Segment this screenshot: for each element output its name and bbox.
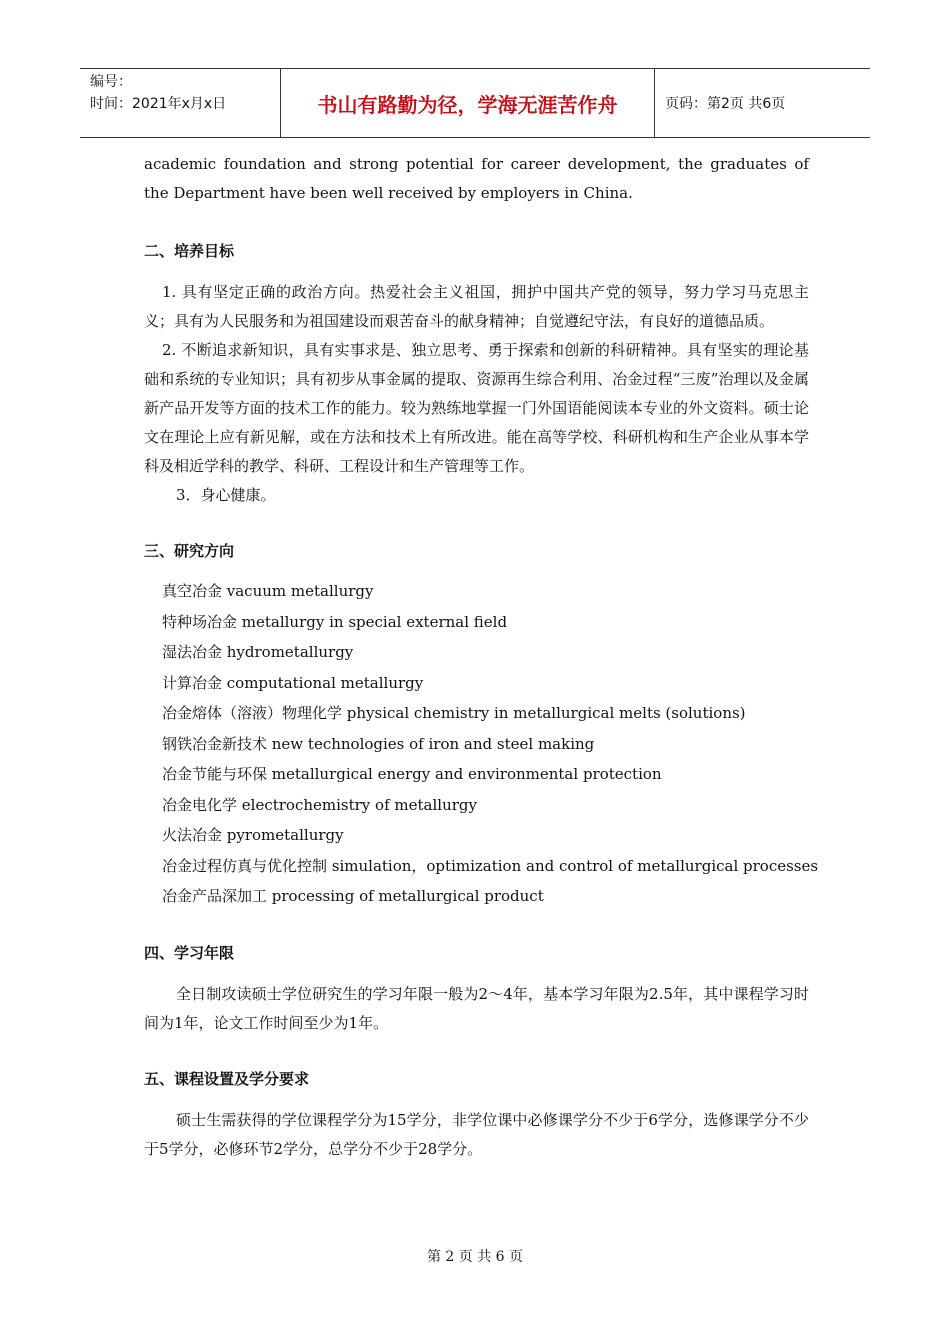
list-item: 冶金电化学 electrochemistry of metallurgy (162, 795, 477, 814)
list-item: 计算冶金 computational metallurgy (162, 673, 424, 692)
list-item: 冶金产品深加工 processing of metallurgical product (162, 887, 544, 905)
list-item: 特种场冶金 metallurgy in special external field (162, 612, 508, 631)
header-page-label: 页码：第2页 共6页 (665, 96, 786, 112)
intro-continuation: academic foundation and strong potential for career development, the graduates of the Department have been well received by employers in China. (144, 155, 809, 202)
header-meta (80, 69, 281, 137)
directions-list (144, 576, 819, 912)
list-item: 真空冶金 vacuum metallurgy (162, 582, 374, 600)
goal-item-2: 2. 不断追求新知识，具有实事求是、独立思考、勇于探索和创新的科研精神。具有坚实的理论基础和系统的专业知识；具有初步从事金属的提取、资源再生综合利用、冶金过程“三废”治理以及金属新产品开发等方面的技术工作的能力。较为熟练地掌握一门外国语能阅读本专业的外文资料。硕士论文在理论上应有新见解，或在方法和技术上有所改进。能在高等学校、科研机构和生产企业从事本学科及相近学科的教学、科研、工程设计和生产管理等工作。 (144, 341, 809, 475)
goal-item-1: 1. 具有坚定正确的政治方向。热爱社会主义祖国，拥护中国共产党的领导，努力学习马克思主义；具有为人民服务和为祖国建设而艰苦奋斗的献身精神；自觉遵纪守法，有良好的道德品质。 (144, 283, 809, 330)
section-title-directions: 三、研究方向 (144, 542, 235, 560)
list-item: 冶金节能与环保 metallurgical energy and environmental protection (162, 765, 662, 783)
section-title-courses: 五、课程设置及学分要求 (144, 1069, 310, 1088)
section-title-goals: 二、培养目标 (144, 242, 235, 260)
goal-item-3: 3．身心健康。 (176, 486, 276, 504)
document-body (144, 150, 819, 1164)
list-item: 冶金熔体（溶液）物理化学 physical chemistry in metallurgical melts (solutions) (162, 704, 746, 722)
list-item: 火法冶金 pyrometallurgy (162, 826, 344, 844)
header-motto: 书山有路勤为径，学海无涯苦作舟 (281, 69, 655, 137)
list-item: 钢铁冶金新技术 new technologies of iron and steel making (162, 734, 595, 753)
page-header (80, 68, 870, 138)
list-item: 湿法冶金 hydrometallurgy (162, 643, 354, 661)
courses-text: 硕士生需获得的学位课程学分为15学分，非学位课中必修课学分不少于6学分，选修课学分不少于5学分，必修环节2学分，总学分不少于28学分。 (144, 1110, 809, 1158)
page-footer: 第 2 页 共 6 页 (426, 1249, 524, 1265)
time-label: 时间：2021年x月x日 (90, 96, 227, 112)
list-item: 冶金过程仿真与优化控制 simulation，optimization and control of metallurgical processes (162, 856, 819, 875)
duration-text: 全日制攻读硕士学位研究生的学习年限一般为2～4年，基本学习年限为2.5年，其中课程学习时间为1年，论文工作时间至少为1年。 (144, 984, 809, 1032)
number-label: 编号： (90, 74, 132, 90)
section-title-duration: 四、学习年限 (144, 943, 235, 962)
